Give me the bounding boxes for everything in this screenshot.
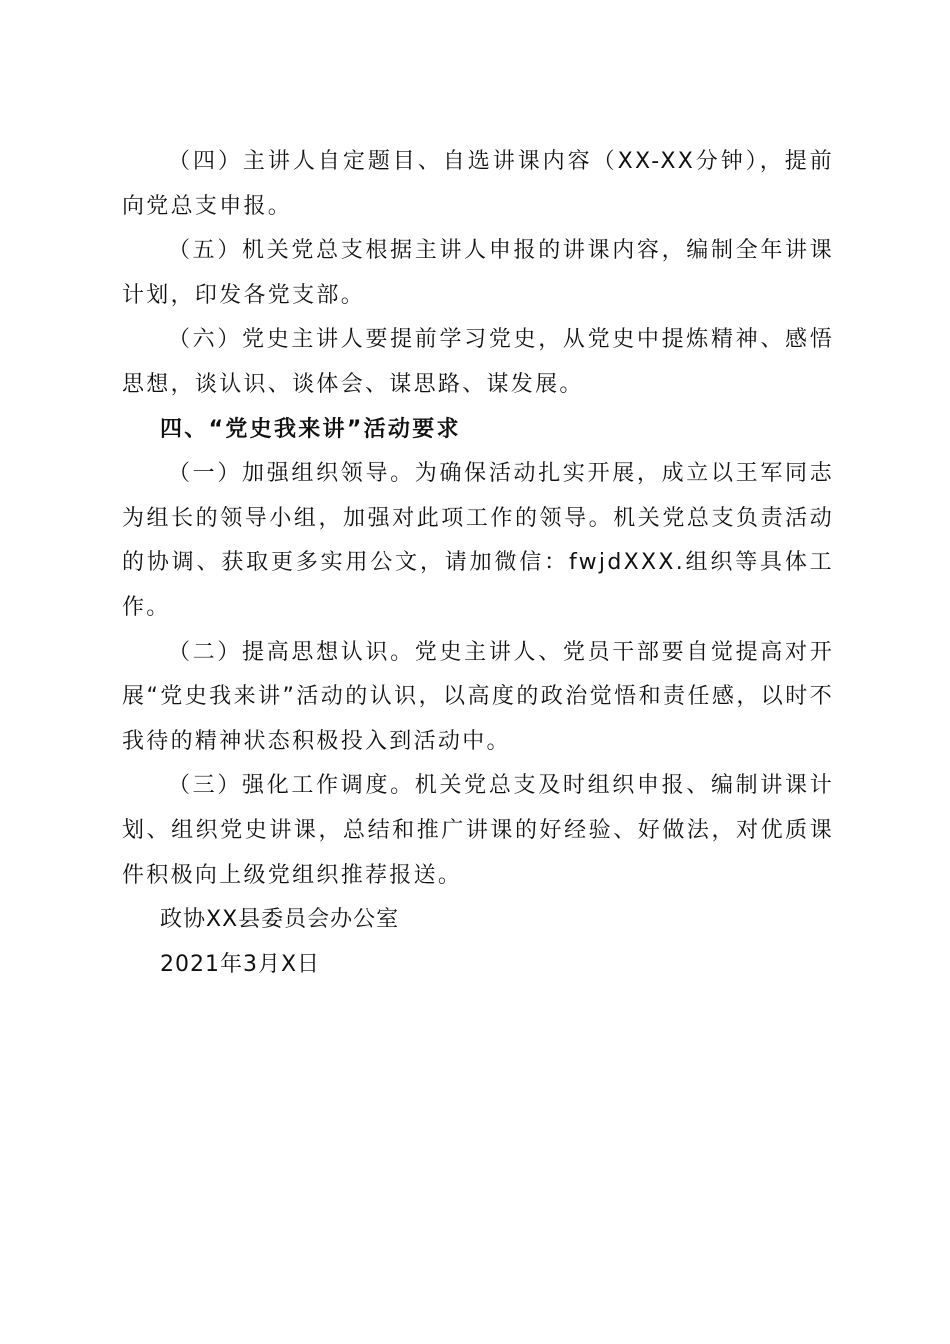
paragraph-item-4: （四）主讲人自定题目、自选讲课内容（XX-XX分钟），提前向党总支申报。 (122, 149, 834, 219)
signature-organization: 政协XX县委员会办公室 (160, 907, 400, 933)
signature-date: 2021年3月X日 (160, 951, 321, 977)
paragraph-item-5: （五）机关党总支根据主讲人申报的讲课内容，编制全年讲课计划，印发各党支部。 (122, 238, 834, 308)
paragraph-requirement-3: （三）强化工作调度。机关党总支及时组织申报、编制讲课计划、组织党史讲课，总结和推广讲课的好经验、好做法，对优质课件积极向上级党组织推荐报送。 (122, 773, 834, 888)
section-heading-requirements: 四、“党史我来讲”活动要求 (160, 416, 461, 442)
paragraph-requirement-1: （一）加强组织领导。为确保活动扎实开展，成立以王军同志为组长的领导小组，加强对此项工作的领导。机关党总支负责活动的协调、获取更多实用公文，请加微信：fwjdXXX.组织等具体工作。 (122, 461, 834, 620)
paragraph-item-6: （六）党史主讲人要提前学习党史，从党史中提炼精神、感悟思想，谈认识、谈体会、谋思路、谋发展。 (122, 327, 834, 397)
document-body (122, 140, 834, 987)
paragraph-requirement-2: （二）提高思想认识。党史主讲人、党员干部要自觉提高对开展“党史我来讲”活动的认识，以高度的政治觉悟和责任感，以时不我待的精神状态积极投入到活动中。 (122, 639, 834, 754)
